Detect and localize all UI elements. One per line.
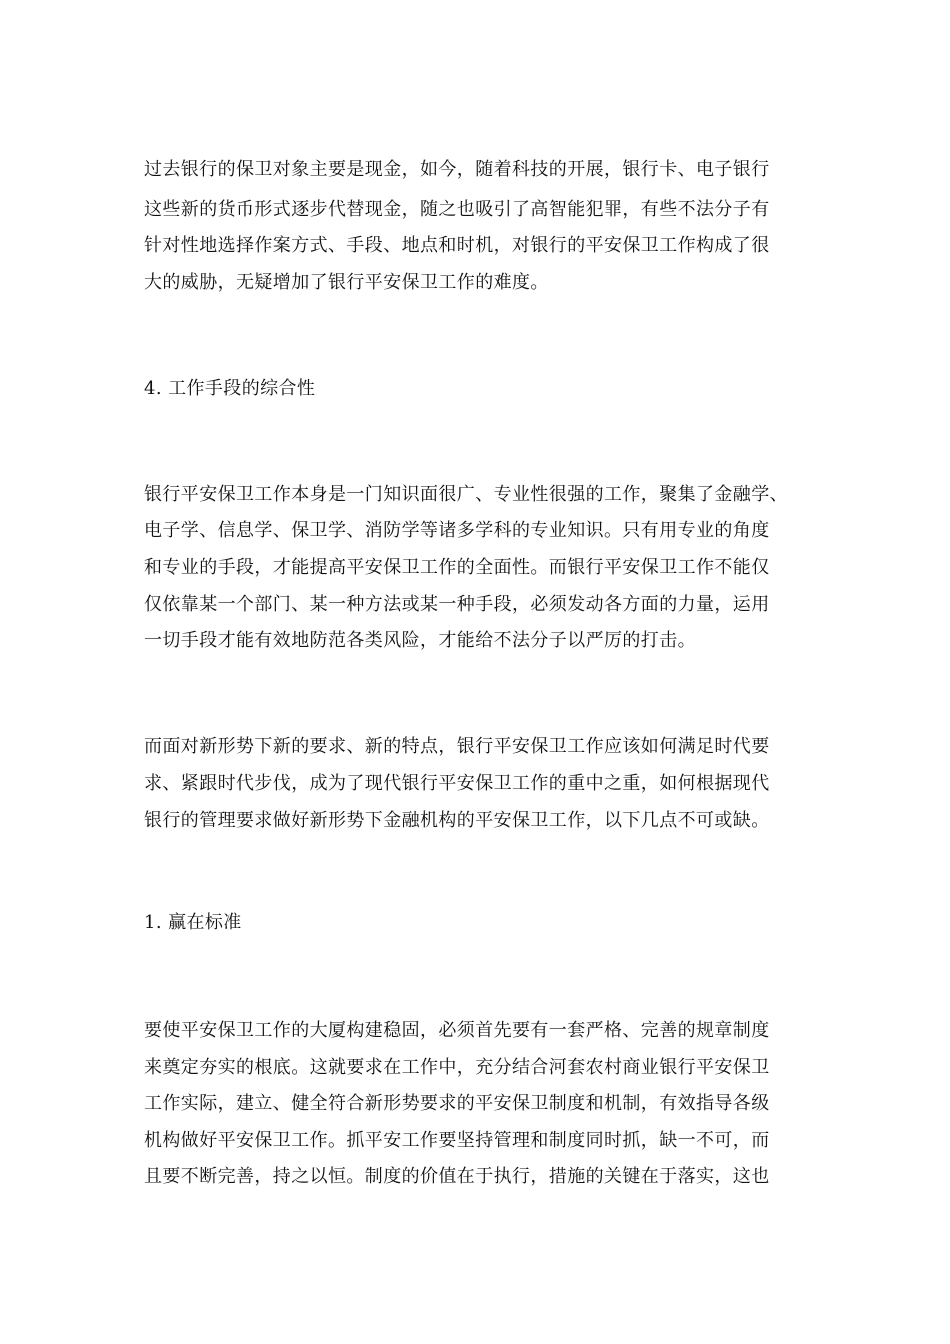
paragraph-4-line-3: 工作实际，建立、健全符合新形势要求的平安保卫制度和机制，有效指导各级	[144, 1093, 770, 1114]
paragraph-4-line-4: 机构做好平安保卫工作。抓平安工作要坚持管理和制度同时抓，缺一不可，而	[144, 1130, 770, 1151]
heading-1-win-standards: 1. 赢在标准	[144, 912, 242, 933]
paragraph-2-line-4: 仅依靠某一个部门、某一种方法或某一种手段，必须发动各方面的力量，运用	[144, 594, 770, 615]
paragraph-1-line-4: 大的威胁，无疑增加了银行平安保卫工作的难度。	[144, 272, 549, 293]
paragraph-2-line-1: 银行平安保卫工作本身是一门知识面很广、专业性很强的工作，聚集了金融学、	[144, 484, 788, 505]
paragraph-3-line-2: 求、紧跟时代步伐，成为了现代银行平安保卫工作的重中之重，如何根据现代	[144, 773, 770, 794]
heading-4-work-methods: 4. 工作手段的综合性	[144, 378, 316, 399]
paragraph-1-line-2: 这些新的货币形式逐步代替现金，随之也吸引了高智能犯罪，有些不法分子有	[144, 199, 770, 220]
paragraph-1-line-3: 针对性地选择作案方式、手段、地点和时机，对银行的平安保卫工作构成了很	[144, 235, 770, 256]
paragraph-2-line-2: 电子学、信息学、保卫学、消防学等诸多学科的专业知识。只有用专业的角度	[144, 520, 770, 541]
paragraph-3-line-3: 银行的管理要求做好新形势下金融机构的平安保卫工作，以下几点不可或缺。	[144, 810, 770, 831]
paragraph-4-line-5: 且要不断完善，持之以恒。制度的价值在于执行，措施的关键在于落实，这也	[144, 1166, 770, 1187]
paragraph-4-line-1: 要使平安保卫工作的大厦构建稳固，必须首先要有一套严格、完善的规章制度	[144, 1020, 770, 1041]
paragraph-4-line-2: 来奠定夯实的根底。这就要求在工作中，充分结合河套农村商业银行平安保卫	[144, 1057, 770, 1078]
paragraph-1-line-1: 过去银行的保卫对象主要是现金，如今，随着科技的开展，银行卡、电子银行	[144, 159, 770, 180]
paragraph-2-line-3: 和专业的手段，才能提高平安保卫工作的全面性。而银行平安保卫工作不能仅	[144, 557, 770, 578]
paragraph-2-line-5: 一切手段才能有效地防范各类风险，才能给不法分子以严厉的打击。	[144, 630, 696, 651]
paragraph-3-line-1: 而面对新形势下新的要求、新的特点，银行平安保卫工作应该如何满足时代要	[144, 736, 770, 757]
